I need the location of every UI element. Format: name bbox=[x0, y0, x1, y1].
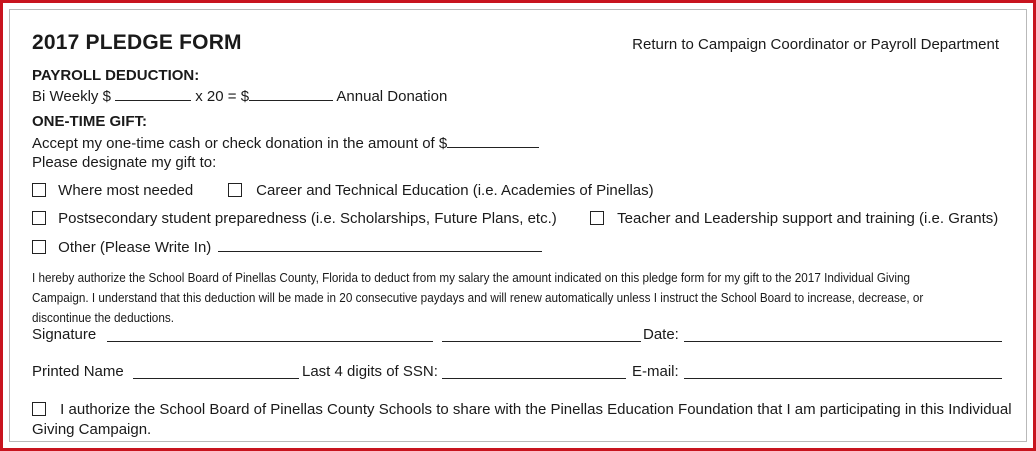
other-label: Other (Please Write In) bbox=[58, 239, 212, 256]
one-time-accept-text: Accept my one-time cash or check donation in the amount of $ bbox=[32, 135, 448, 152]
option-career-tech bbox=[228, 182, 654, 199]
teacher-label: Teacher and Leadership support and training (i.e. Grants) bbox=[617, 210, 999, 227]
postsecondary-checkbox[interactable] bbox=[32, 211, 46, 225]
most-needed-label: Where most needed bbox=[58, 182, 194, 199]
postsecondary-label: Postsecondary student preparedness (i.e. Scholarships, Future Plans, etc.) bbox=[58, 210, 557, 227]
date-field[interactable] bbox=[684, 328, 1002, 342]
payroll-prefix: Bi Weekly $ bbox=[32, 88, 111, 105]
annual-amount-field[interactable] bbox=[249, 87, 333, 101]
option-most-needed bbox=[32, 182, 193, 199]
payroll-mid: x 20 = $ bbox=[195, 88, 250, 105]
option-postsecondary bbox=[32, 210, 557, 227]
form-title: 2017 PLEDGE FORM bbox=[32, 31, 242, 54]
option-other bbox=[32, 238, 542, 256]
teacher-checkbox[interactable] bbox=[590, 211, 604, 225]
email-label: E-mail: bbox=[632, 363, 679, 380]
ssn-field[interactable] bbox=[442, 365, 626, 379]
printed-name-field[interactable] bbox=[133, 365, 299, 379]
ssn-label: Last 4 digits of SSN: bbox=[302, 363, 438, 380]
payroll-line bbox=[32, 87, 447, 105]
designate-text: Please designate my gift to: bbox=[32, 154, 217, 171]
share-authorization-text: I authorize the School Board of Pinellas County Schools to share with the Pinellas Education Foundation that I am participating in this Individual Giving Campaign. bbox=[32, 401, 1012, 438]
option-teacher bbox=[590, 210, 998, 227]
payroll-suffix: Annual Donation bbox=[336, 88, 448, 105]
authorization-legal-text: I hereby authorize the School Board of Pinellas County, Florida to deduct from my salary the amount indicated on this pledge form for my gift to the 2017 Individual Giving Campaign. I understand that this deduction will be made in 20 consecutive paydays and will renew automatically unless I instruct the School Board to increase, decrease, or discontinue the deductions. bbox=[32, 271, 924, 325]
most-needed-checkbox[interactable] bbox=[32, 183, 46, 197]
other-checkbox[interactable] bbox=[32, 240, 46, 254]
date-label: Date: bbox=[643, 326, 679, 343]
payroll-heading: PAYROLL DEDUCTION: bbox=[32, 67, 200, 84]
one-time-line bbox=[32, 134, 539, 152]
other-write-in-field[interactable] bbox=[218, 238, 542, 252]
signature-label: Signature bbox=[32, 326, 97, 343]
biweekly-amount-field[interactable] bbox=[115, 87, 191, 101]
share-authorization-checkbox[interactable] bbox=[32, 402, 46, 416]
career-tech-label: Career and Technical Education (i.e. Academies of Pinellas) bbox=[256, 182, 654, 199]
printed-name-label: Printed Name bbox=[32, 363, 124, 380]
signature-field-2[interactable] bbox=[442, 328, 641, 342]
share-authorization bbox=[32, 400, 1012, 440]
return-note: Return to Campaign Coordinator or Payroll Department bbox=[632, 36, 999, 53]
signature-field[interactable] bbox=[107, 328, 433, 342]
career-tech-checkbox[interactable] bbox=[228, 183, 242, 197]
email-field[interactable] bbox=[684, 365, 1002, 379]
one-time-amount-field[interactable] bbox=[447, 134, 539, 148]
one-time-heading: ONE-TIME GIFT: bbox=[32, 113, 147, 130]
